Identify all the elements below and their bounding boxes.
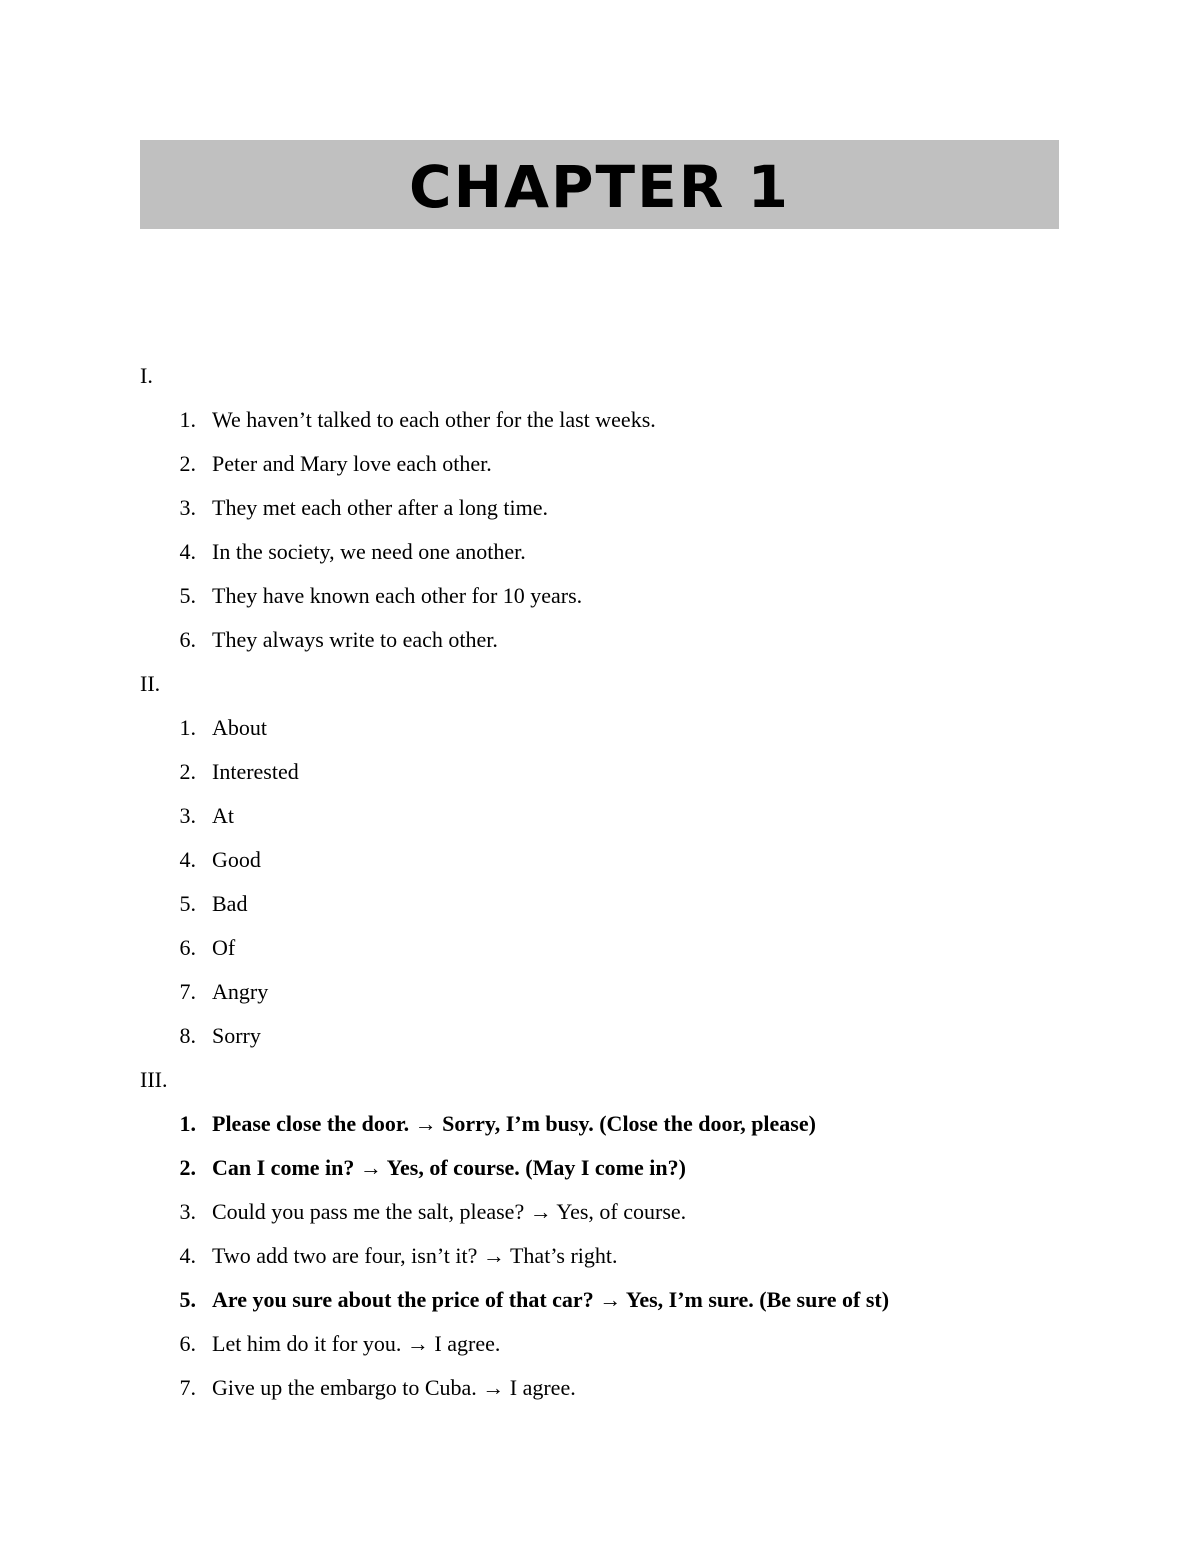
item-text: They always write to each other. [212, 627, 498, 652]
item-number: 4. [179, 1243, 196, 1268]
item-number: 4. [179, 847, 196, 872]
item-text: They have known each other for 10 years. [212, 583, 583, 608]
list-item [140, 494, 1080, 538]
exercise-content [140, 362, 1080, 1418]
item-number: 2. [179, 1155, 196, 1180]
item-number: 5. [179, 891, 196, 916]
item-text: Please close the door. → Sorry, I’m busy. (Close the door, please) [212, 1111, 816, 1136]
item-text: Sorry [212, 1023, 261, 1048]
list-item [140, 1154, 1080, 1198]
item-text: We haven’t talked to each other for the last weeks. [212, 407, 656, 432]
item-number: 1. [179, 407, 196, 432]
item-text: Interested [212, 759, 299, 784]
item-number: 6. [179, 1331, 196, 1356]
list-item [140, 758, 1080, 802]
section-3 [140, 1066, 1080, 1418]
item-text: Are you sure about the price of that car? → Yes, I’m sure. (Be sure of st) [212, 1287, 890, 1312]
item-number: 1. [179, 715, 196, 740]
list-item [140, 582, 1080, 626]
item-number: 6. [179, 627, 196, 652]
list-item [140, 1374, 1080, 1418]
item-text: Peter and Mary love each other. [212, 451, 492, 476]
item-text: About [212, 715, 267, 740]
list-item [140, 538, 1080, 582]
item-number: 5. [179, 1287, 196, 1312]
item-text: They met each other after a long time. [212, 495, 548, 520]
section-heading: III. [140, 1067, 168, 1092]
item-number: 3. [179, 495, 196, 520]
section-1 [140, 362, 1080, 670]
list-item [140, 406, 1080, 450]
item-number: 3. [179, 803, 196, 828]
item-number: 8. [179, 1023, 196, 1048]
list-item [140, 1022, 1080, 1066]
list-item [140, 846, 1080, 890]
item-text: Let him do it for you. → I agree. [212, 1331, 501, 1356]
list-item [140, 714, 1080, 758]
list-item [140, 1110, 1080, 1154]
list-item [140, 934, 1080, 978]
item-text: Two add two are four, isn’t it? → That’s right. [212, 1243, 618, 1268]
item-text: Could you pass me the salt, please? → Yes, of course. [212, 1199, 687, 1224]
item-text: Give up the embargo to Cuba. → I agree. [212, 1375, 576, 1400]
section-2 [140, 670, 1080, 1066]
item-text: In the society, we need one another. [212, 539, 526, 564]
section-heading: II. [140, 671, 161, 696]
item-number: 3. [179, 1199, 196, 1224]
list-item [140, 1330, 1080, 1374]
item-number: 2. [179, 759, 196, 784]
item-number: 5. [179, 583, 196, 608]
item-text: Bad [212, 891, 248, 916]
chapter-title: CHAPTER 1 [409, 152, 790, 221]
item-number: 7. [179, 979, 196, 1004]
list-item [140, 802, 1080, 846]
item-number: 7. [179, 1375, 196, 1400]
list-item [140, 890, 1080, 934]
list-item [140, 978, 1080, 1022]
item-number: 6. [179, 935, 196, 960]
list-item [140, 1242, 1080, 1286]
list-item [140, 450, 1080, 494]
list-item [140, 1198, 1080, 1242]
item-number: 4. [179, 539, 196, 564]
list-item [140, 1286, 1080, 1330]
item-text: Of [212, 935, 236, 960]
item-text: At [212, 803, 234, 828]
item-number: 2. [179, 451, 196, 476]
list-item [140, 626, 1080, 670]
item-number: 1. [179, 1111, 196, 1136]
chapter-title-band [140, 140, 1059, 229]
item-text: Can I come in? → Yes, of course. (May I come in?) [212, 1155, 686, 1180]
item-text: Angry [212, 979, 269, 1004]
section-heading: I. [140, 363, 153, 388]
item-text: Good [212, 847, 261, 872]
